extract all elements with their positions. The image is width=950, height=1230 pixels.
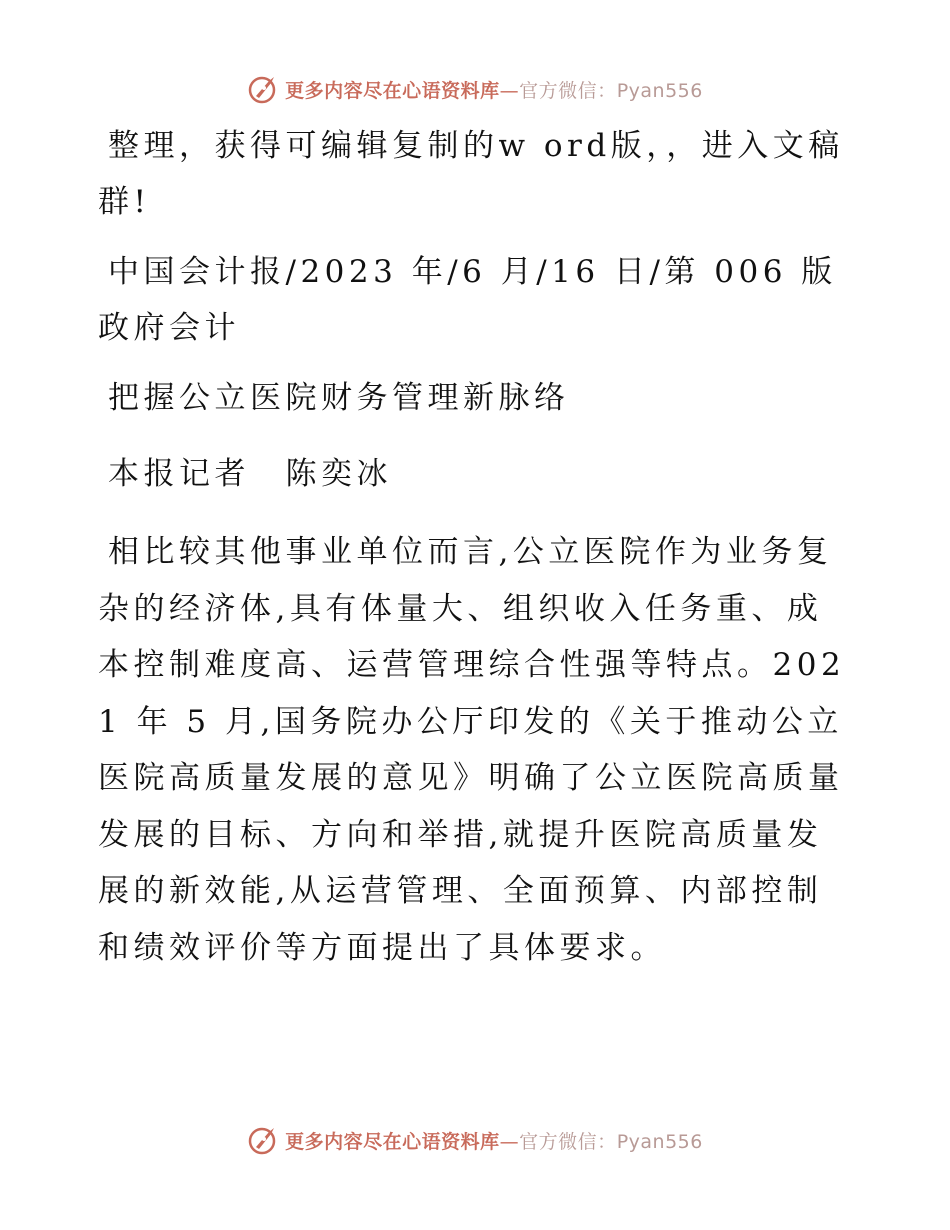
document-body xyxy=(98,118,850,976)
watermark-wechat-id: Pyan556 xyxy=(616,1130,703,1153)
source-line: 中国会计报/2023 年/6 月/16 日/第 006 版政府会计 xyxy=(98,254,837,346)
watermark-main-text: 更多内容尽在心语资料库 xyxy=(285,1130,500,1153)
watermark-suffix-text: 官方微信： xyxy=(519,1130,617,1153)
watermark-dash: — xyxy=(499,79,520,102)
intro-paragraph: 整理，获得可编辑复制的w ord版，，进入文稿群! xyxy=(98,128,844,220)
pen-nib-logo-icon xyxy=(247,1125,281,1155)
watermark-dash: — xyxy=(499,1130,520,1153)
watermark-suffix-text: 官方微信： xyxy=(519,79,617,102)
header-watermark xyxy=(0,74,950,104)
watermark-main-text: 更多内容尽在心语资料库 xyxy=(285,79,500,102)
article-title: 把握公立医院财务管理新脉络 xyxy=(108,380,570,416)
pen-nib-logo-icon xyxy=(247,74,281,104)
watermark-wechat-id: Pyan556 xyxy=(616,79,703,102)
byline: 本报记者 陈奕冰 xyxy=(108,456,392,492)
footer-watermark xyxy=(0,1125,950,1155)
body-paragraph: 相比较其他事业单位而言,公立医院作为业务复杂的经济体,具有体量大、组织收入任务重、成本控制难度高、运营管理综合性强等特点。2021 年 5 月,国务院办公厅印发的《关于推动公立医院高质量发展的意见》明确了公立医院高质量发展的目标、方向和举措,就提升医院高质量发展的新效能,从运营管理、全面预算、内部控制和绩效评价等方面提出了具体要求。 xyxy=(98,534,846,966)
